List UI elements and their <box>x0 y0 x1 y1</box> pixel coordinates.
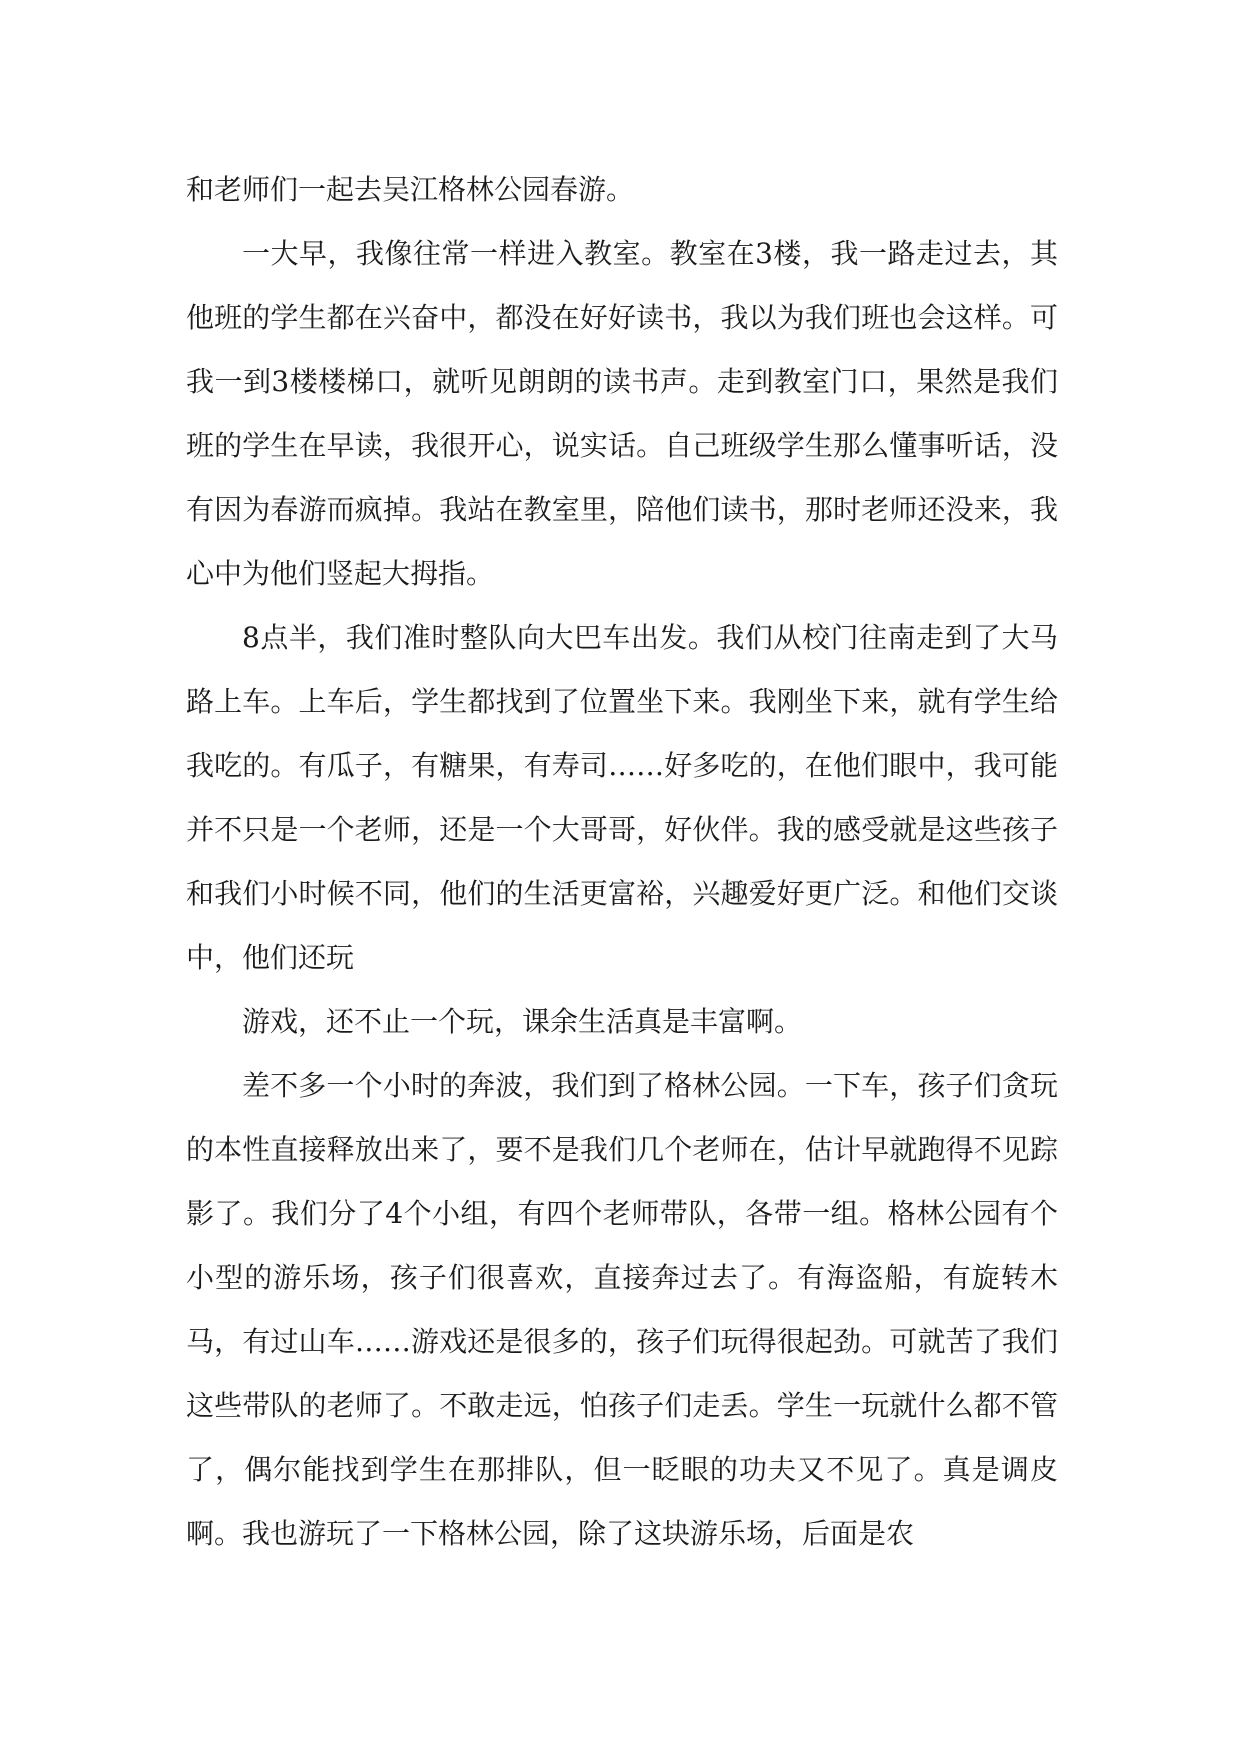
paragraph: 差不多一个小时的奔波，我们到了格林公园。一下车，孩子们贪玩的本性直接释放出来了，要不是我们几个老师在，估计早就跑得不见踪影了。我们分了4个小组，有四个老师带队，各带一组。格林公园有个小型的游乐场，孩子们很喜欢，直接奔过去了。有海盗船，有旋转木马，有过山车……游戏还是很多的，孩子们玩得很起劲。可就苦了我们这些带队的老师了。不敢走远，怕孩子们走丢。学生一玩就什么都不管了，偶尔能找到学生在那排队，但一眨眼的功夫又不见了。真是调皮啊。我也游玩了一下格林公园，除了这块游乐场，后面是农 <box>186 1069 1058 1550</box>
paragraph: 和老师们一起去吴江格林公园春游。 <box>186 173 635 206</box>
paragraph: 游戏，还不止一个玩，课余生活真是丰富啊。 <box>242 1005 803 1038</box>
paragraph: 8点半，我们准时整队向大巴车出发。我们从校门往南走到了大马路上车。上车后，学生都找到了位置坐下来。我刚坐下来，就有学生给我吃的。有瓜子，有糖果，有寿司……好多吃的，在他们眼中，我可能并不只是一个老师，还是一个大哥哥，好伙伴。我的感受就是这些孩子和我们小时候不同，他们的生活更富裕，兴趣爱好更广泛。和他们交谈中，他们还玩 <box>186 621 1058 974</box>
paragraph: 一大早，我像往常一样进入教室。教室在3楼，我一路走过去，其他班的学生都在兴奋中，都没在好好读书，我以为我们班也会这样。可我一到3楼楼梯口，就听见朗朗的读书声。走到教室门口，果然是我们班的学生在早读，我很开心，说实话。自己班级学生那么懂事听话，没有因为春游而疯掉。我站在教室里，陪他们读书，那时老师还没来，我心中为他们竖起大拇指。 <box>186 237 1058 590</box>
document-body <box>186 158 1058 1566</box>
